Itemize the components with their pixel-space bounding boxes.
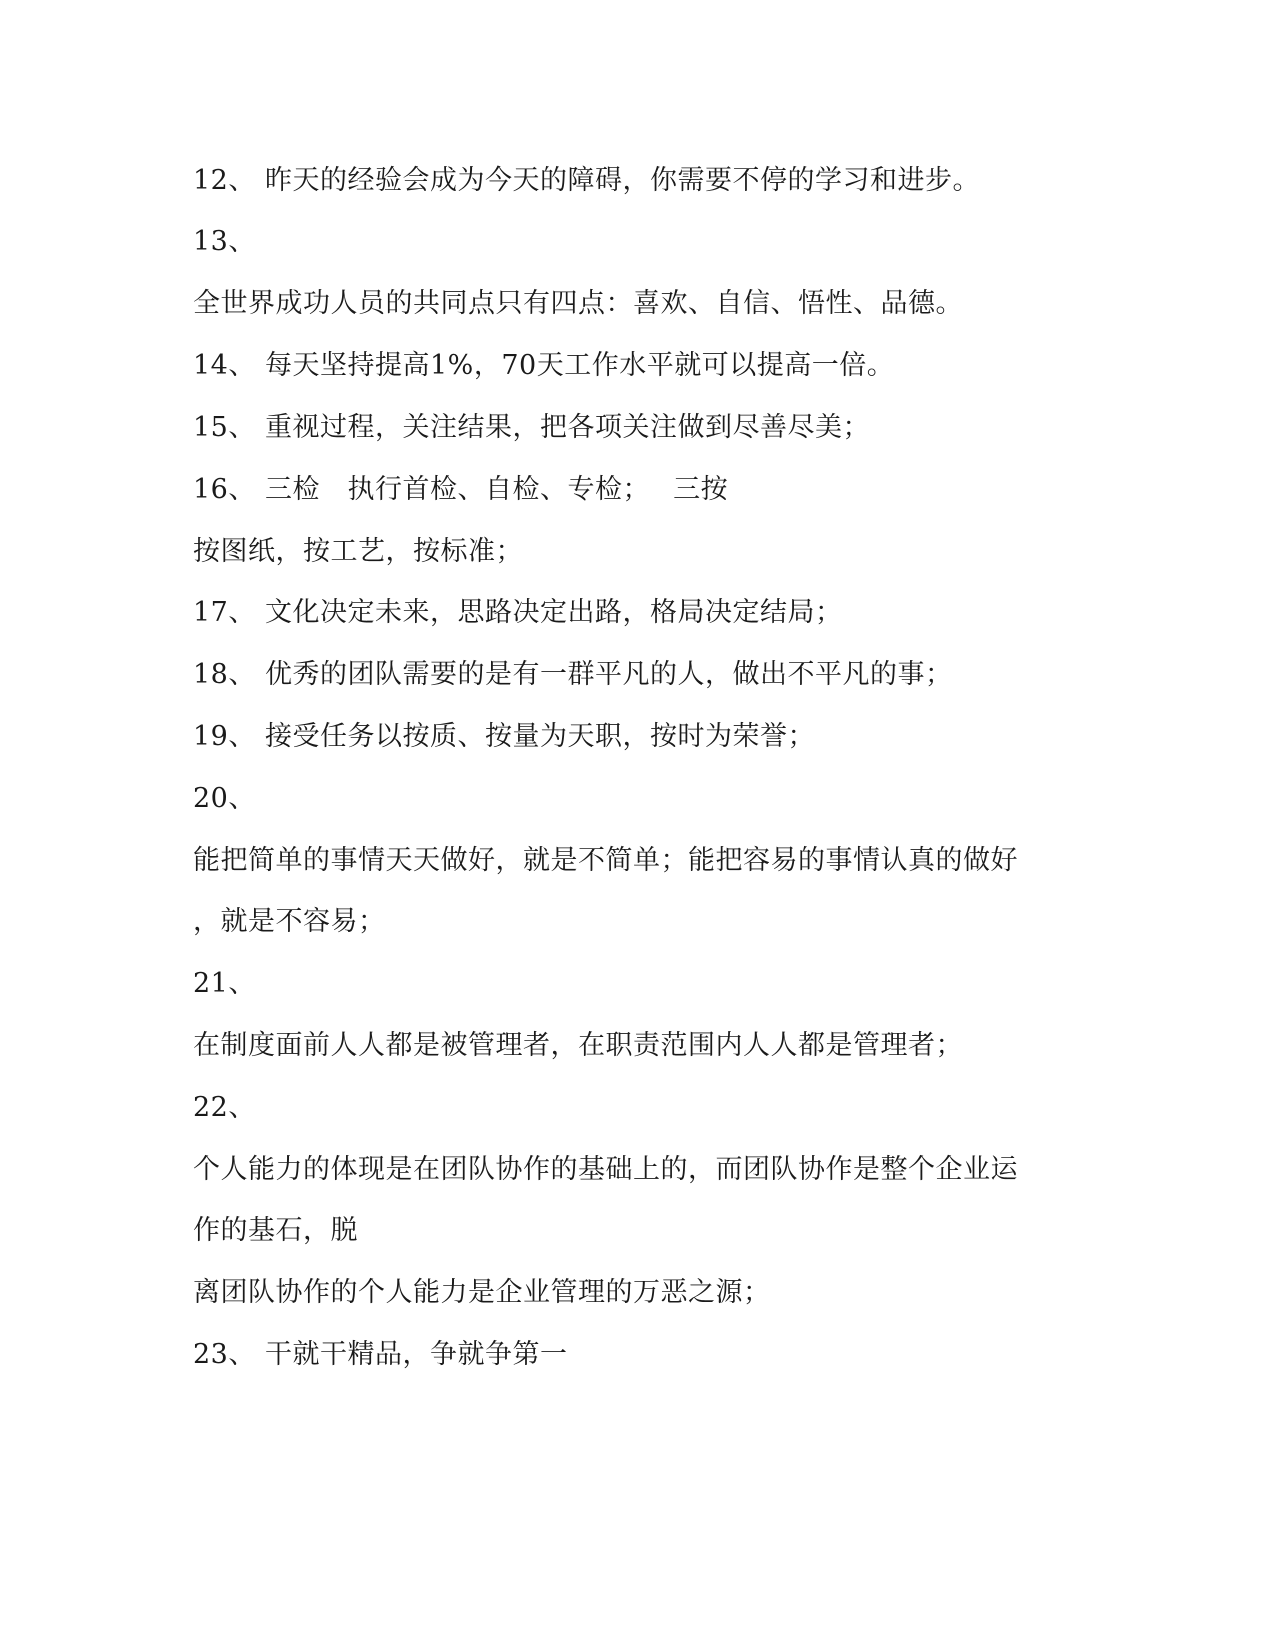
line-text: ，就是不容易； <box>193 906 386 937</box>
document-line <box>193 968 265 1000</box>
item-number: 18、 <box>193 659 256 690</box>
item-number: 20、 <box>193 783 256 814</box>
document-line <box>193 412 870 444</box>
document-line <box>193 721 815 753</box>
document-line <box>193 659 953 691</box>
item-number: 16、 <box>193 474 256 505</box>
line-text: 每天坚持提高1%，70天工作水平就可以提高一倍。 <box>265 350 895 381</box>
document-line <box>193 845 1018 877</box>
item-number: 17、 <box>193 597 256 628</box>
line-text: 能把简单的事情天天做好，就是不简单；能把容易的事情认真的做好 <box>193 845 1018 876</box>
document-line <box>193 536 523 568</box>
document-line <box>193 1154 1018 1186</box>
line-text: 离团队协作的个人能力是企业管理的万恶之源； <box>193 1277 771 1308</box>
document-line <box>193 1030 963 1062</box>
document-line <box>193 226 265 258</box>
line-text: 优秀的团队需要的是有一群平凡的人，做出不平凡的事； <box>265 659 953 690</box>
line-text: 在制度面前人人都是被管理者，在职责范围内人人都是管理者； <box>193 1030 963 1061</box>
document-line <box>193 1339 568 1371</box>
document-line <box>193 350 894 382</box>
document-line <box>193 1092 265 1124</box>
line-text: 重视过程，关注结果，把各项关注做到尽善尽美； <box>265 412 870 443</box>
document-line <box>193 783 265 815</box>
line-text: 个人能力的体现是在团队协作的基础上的，而团队协作是整个企业运 <box>193 1154 1018 1185</box>
item-number: 19、 <box>193 721 256 752</box>
line-text: 干就干精品，争就争第一 <box>265 1339 568 1370</box>
line-text: 文化决定未来，思路决定出路，格局决定结局； <box>265 597 843 628</box>
document-line <box>193 597 843 629</box>
item-number: 15、 <box>193 412 256 443</box>
document-line <box>193 165 980 197</box>
document-line <box>193 474 728 506</box>
item-number: 13、 <box>193 226 256 257</box>
line-text: 接受任务以按质、按量为天职，按时为荣誉； <box>265 721 815 752</box>
line-text: 三检 执行首检、自检、专检； 三按 <box>265 474 729 505</box>
line-text: 按图纸，按工艺，按标准； <box>193 536 523 567</box>
item-number: 23、 <box>193 1339 256 1370</box>
document-line <box>193 288 963 320</box>
line-text: 昨天的经验会成为今天的障碍，你需要不停的学习和进步。 <box>265 165 980 196</box>
document-line <box>193 906 386 938</box>
item-number: 12、 <box>193 165 256 196</box>
item-number: 21、 <box>193 968 256 999</box>
document-line <box>193 1277 771 1309</box>
line-text: 作的基石，脱 <box>193 1215 358 1246</box>
document-line <box>193 1215 358 1247</box>
line-text: 全世界成功人员的共同点只有四点：喜欢、自信、悟性、品德。 <box>193 288 963 319</box>
item-number: 22、 <box>193 1092 256 1123</box>
item-number: 14、 <box>193 350 256 381</box>
